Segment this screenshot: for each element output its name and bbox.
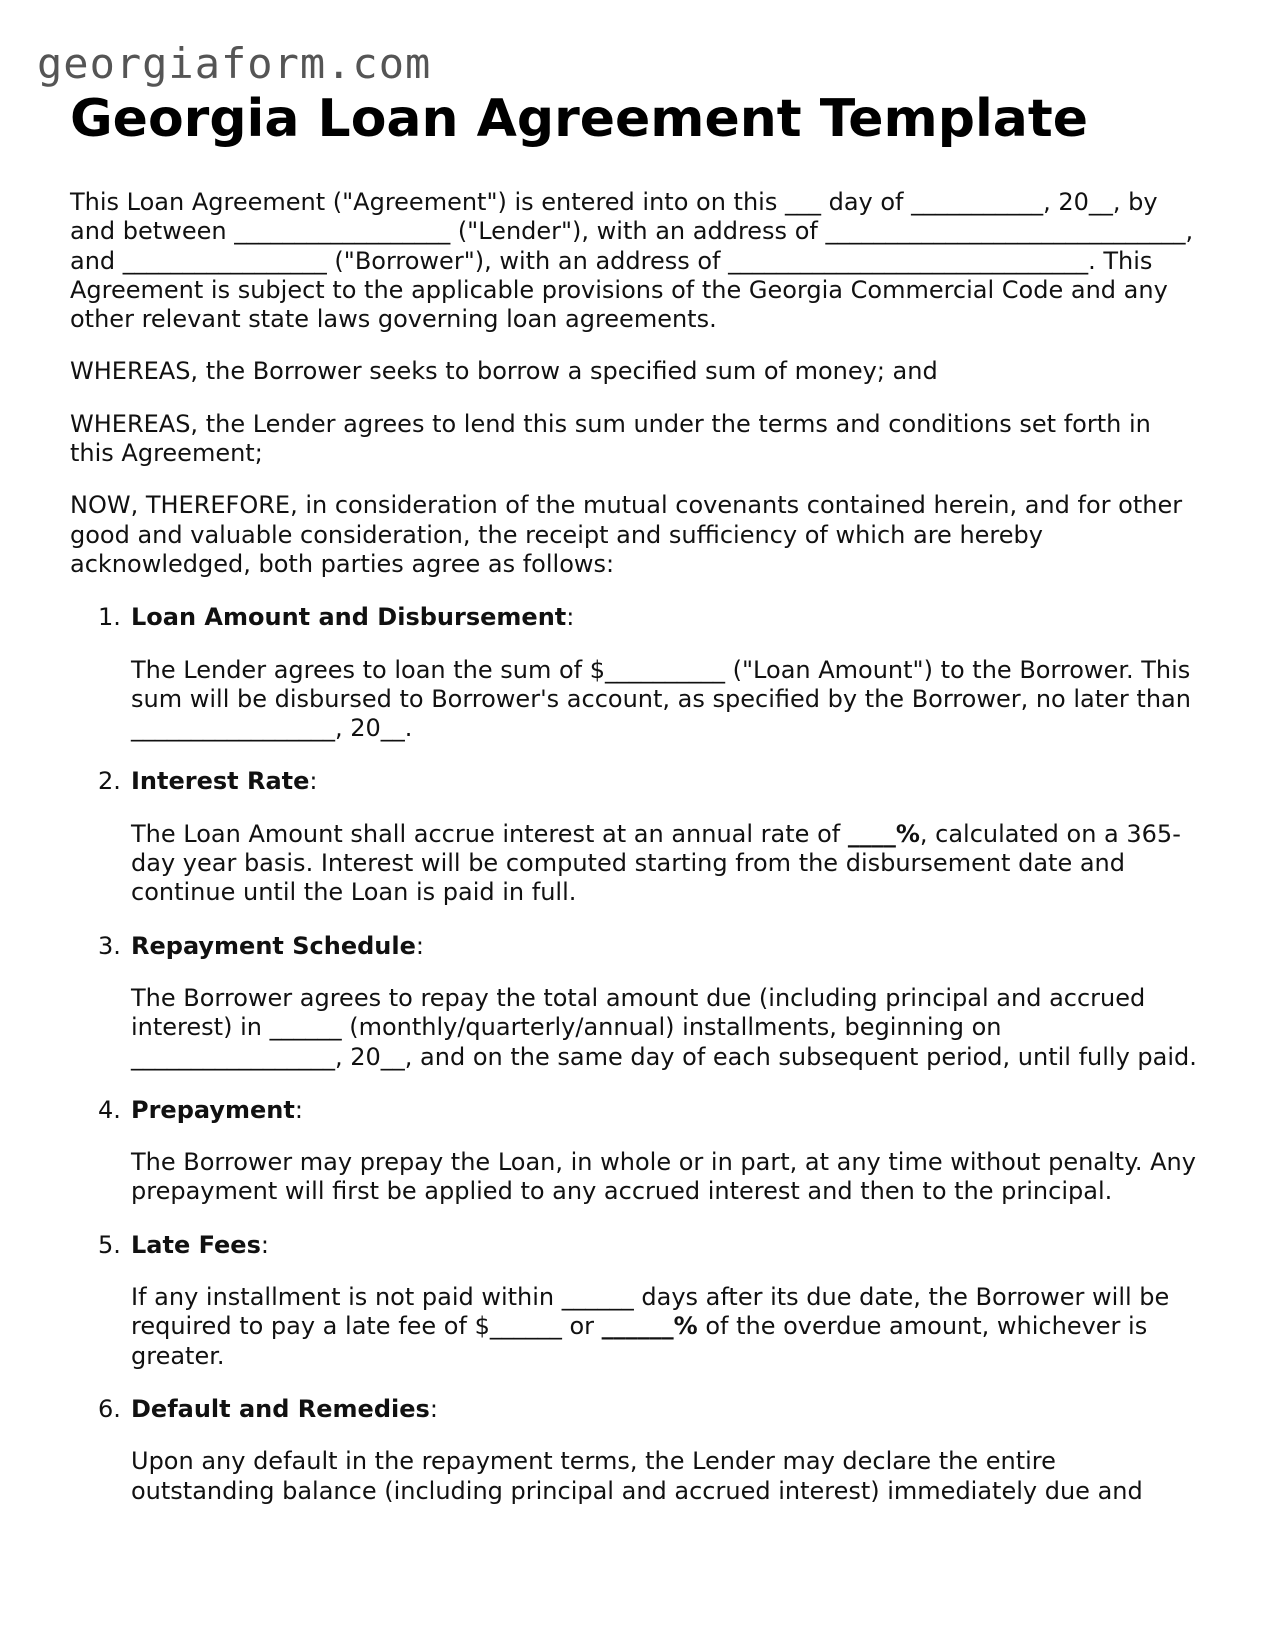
now-therefore: NOW, THEREFORE, in consideration of the mutual covenants contained herein, and for other good and valuable consideration, the receipt and sufficiency of which are hereby acknowledged, both parties agree as follows: [70,491,1183,578]
section-number: 3. [98,931,121,960]
section-number: 1. [98,603,121,632]
section-body-text: The Loan Amount shall accrue interest at an annual rate of [131,819,848,848]
late-fee-percent-blank: ______% [601,1312,698,1341]
section-prepayment: 4. Prepayment: The Borrower may prepay the Loan, in whole or in part, at any time without penalty. Any prepayment will first be applied to any accrued interest and then to the principal. [70,1096,1200,1207]
section-title: Default and Remedies [131,1394,430,1423]
page-title: Georgia Loan Agreement Template [70,89,1088,149]
section-title: Repayment Schedule [131,931,416,960]
section-body: The Lender agrees to loan the sum of $__________ ("Loan Amount") to the Borrower. This sum will be disbursed to Borrower's account, as specified by the Borrower, no later than _________________, 20__. [131,655,1191,743]
interest-rate-blank: ____% [847,819,920,848]
intro-paragraph: This Loan Agreement ("Agreement") is entered into on this ___ day of ___________, 20__, by and between __________________ ("Lender"), with an address of ______________________________, and _________________ ("Borrower"), with an address of ______________________________. This Agreement is subject to the applicable provisions of the Georgia Commercial Code and any other relevant state laws governing loan agreements. [70,188,1194,334]
section-title: Prepayment [131,1095,295,1124]
section-body-text: , calculated on a 365-day year basis. Interest will be computed starting from the disbursement date and continue until the Loan is paid in full. [131,819,1181,907]
whereas-borrower: WHEREAS, the Borrower seeks to borrow a specified sum of money; and [70,357,938,386]
section-title: Late Fees [131,1230,261,1259]
section-loan-amount: 1. Loan Amount and Disbursement: The Lender agrees to loan the sum of $__________ ("Loan Amount") to the Borrower. This sum will be disbursed to Borrower's account, as specified by the Borrower, no later than _________________, 20__. [70,603,1200,743]
section-title: Interest Rate [131,767,310,796]
section-interest-rate: 2. Interest Rate: The Loan Amount shall accrue interest at an annual rate of ____%, calculated on a 365-day year basis. Interest will be computed starting from the disbursement date and continue until the Loan is paid in full. [70,767,1200,907]
section-number: 5. [98,1230,121,1259]
section-body: The Borrower may prepay the Loan, in whole or in part, at any time without penalty. Any prepayment will first be applied to any accrued interest and then to the principal. [131,1148,1196,1206]
whereas-lender: WHEREAS, the Lender agrees to lend this sum under the terms and conditions set forth in this Agreement; [70,409,1151,468]
section-title: Loan Amount and Disbursement [131,603,567,632]
section-body-text: of the overdue amount, whichever is greater. [131,1312,1148,1370]
section-body-text: If any installment is not paid within ______ days after its due date, the Borrower will be required to pay a late fee of $______ or [131,1283,1170,1341]
section-body [131,820,1200,908]
section-repayment-schedule: 3. Repayment Schedule: The Borrower agrees to repay the total amount due (including principal and accrued interest) in ______ (monthly/quarterly/annual) installments, beginning on _________________, 20__, and on the same day of each subsequent period, until fully paid. [70,932,1200,1072]
section-number: 6. [98,1394,121,1423]
section-late-fees: 5. Late Fees: If any installment is not paid within ______ days after its due date, the Borrower will be required to pay a late fee of $______ or ______% of the overdue amount, whichever is greater. [70,1231,1200,1371]
section-number: 4. [98,1095,121,1124]
section-number: 2. [98,767,121,796]
section-body: The Borrower agrees to repay the total amount due (including principal and accrued interest) in ______ (monthly/quarterly/annual) installments, beginning on _________________, 20__, and on the same day of each subsequent period, until fully paid. [131,983,1197,1071]
section-body: Upon any default in the repayment terms, the Lender may declare the entire outstanding balance (including principal and accrued interest) immediately due and [131,1447,1143,1505]
section-default-remedies: 6. Default and Remedies: Upon any default in the repayment terms, the Lender may declare the entire outstanding balance (including principal and accrued interest) immediately due and [70,1395,1200,1506]
document [70,84,1200,1506]
section-body [131,1283,1200,1371]
watermark: georgiaform.com [37,39,432,88]
